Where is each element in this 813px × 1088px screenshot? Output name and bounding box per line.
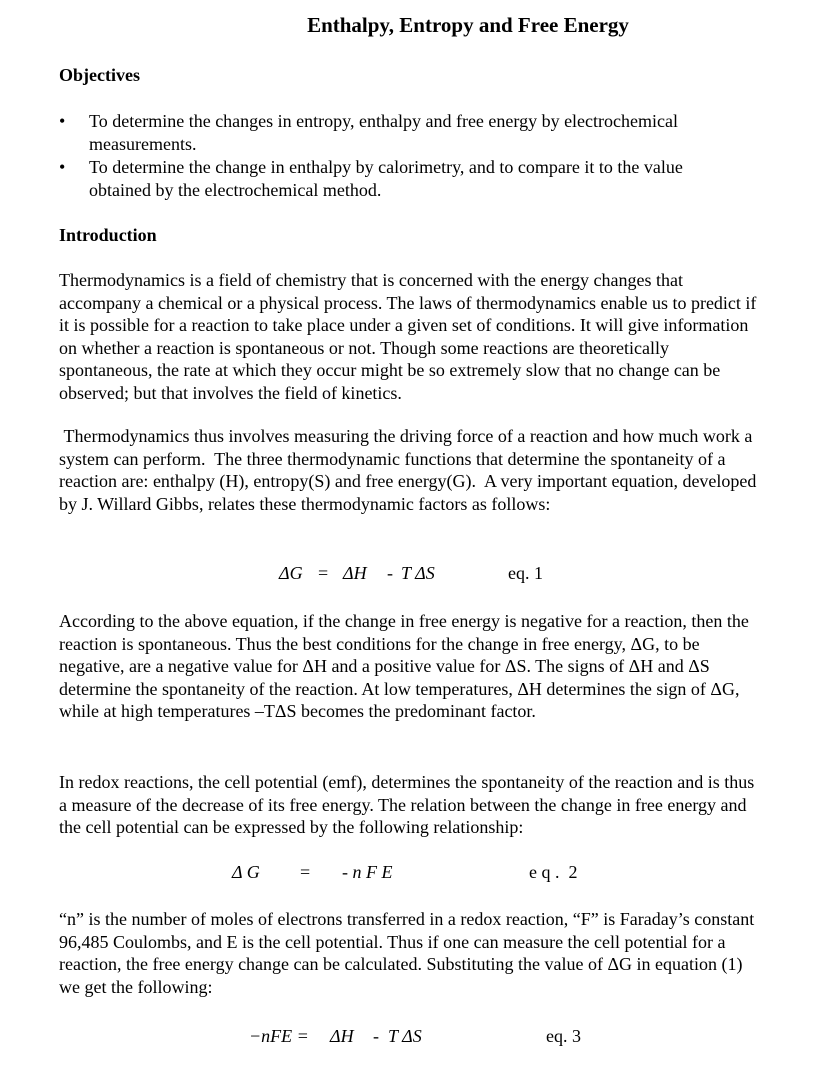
eq1-equals: =: [318, 563, 329, 583]
objective-text: To determine the change in enthalpy by calorimetry, and to compare it to the value obtained by the electrochemical method.: [89, 157, 683, 200]
intro-paragraph-4: In redox reactions, the cell potential (emf), determines the spontaneity of the reaction and is thus a measure of the decrease of its free energy. The relation between the change in free energy and the cell potential can be expressed by the following relationship:: [59, 772, 755, 837]
eq2-rhs: - n F E: [342, 862, 393, 882]
eq1-lhs: ΔG: [279, 563, 303, 583]
eq1-term-2: T ΔS: [401, 563, 435, 583]
eq1-label: eq. 1: [508, 563, 543, 583]
objectives-heading: Objectives: [59, 65, 140, 85]
intro-paragraph-3: According to the above equation, if the change in free energy is negative for a reaction, then the reaction is spontaneous. Thus the best conditions for the change in free energy, ΔG, to be negative, are a negative value for ΔH and a positive value for ΔS. The signs of ΔH and ΔS determine the spontaneity of the reaction. At low temperatures, ΔH determines the sign of ΔG, while at high temperatures –TΔS becomes the predominant factor.: [59, 611, 749, 721]
bullet-icon: •: [59, 157, 66, 177]
eq2-equals: =: [300, 862, 311, 882]
eq3-lhs: −nFE =: [249, 1026, 309, 1046]
eq3-term-2: T ΔS: [388, 1026, 422, 1046]
bullet-icon: •: [59, 111, 66, 131]
intro-paragraph-1: Thermodynamics is a field of chemistry that is concerned with the energy changes that accompany a chemical or a physical process. The laws of thermodynamics enable us to predict if it is possible for a reaction to take place under a given set of conditions. It will give information on whether a reaction is spontaneous or not. Though some reactions are theoretically spontaneous, the rate at which they occur might be so extremely slow that no change can be observed; but that involves the field of kinetics.: [59, 270, 757, 403]
eq2-label: e q . 2: [529, 862, 578, 882]
eq1-term-1: ΔH: [343, 563, 367, 583]
page-title: Enthalpy, Entropy and Free Energy: [307, 13, 629, 37]
intro-paragraph-2: Thermodynamics thus involves measuring the driving force of a reaction and how much work a system can perform. The three thermodynamic functions that determine the spontaneity of a reaction are: enthalpy (H), entropy(S) and free energy(G). A very important equation, developed by J. Willard Gibbs, relates these thermodynamic factors as follows:: [59, 426, 761, 514]
introduction-heading: Introduction: [59, 225, 157, 245]
objectives-list: [59, 110, 749, 201]
list-item: [59, 156, 749, 201]
eq3-label: eq. 3: [546, 1026, 581, 1046]
intro-paragraph-5: “n” is the number of moles of electrons transferred in a redox reaction, “F” is Faraday’s constant 96,485 Coulombs, and E is the cell potential. Thus if one can measure the cell potential for a reaction, the free energy change can be calculated. Substituting the value of ΔG in equation (1) we get the following:: [59, 909, 755, 997]
eq3-minus: -: [373, 1026, 379, 1046]
eq2-lhs: Δ G: [232, 862, 260, 882]
objective-text: To determine the changes in entropy, enthalpy and free energy by electrochemical measurements.: [89, 111, 678, 154]
list-item: [59, 110, 749, 155]
eq1-minus: -: [387, 563, 393, 583]
eq3-term-1: ΔH: [330, 1026, 354, 1046]
